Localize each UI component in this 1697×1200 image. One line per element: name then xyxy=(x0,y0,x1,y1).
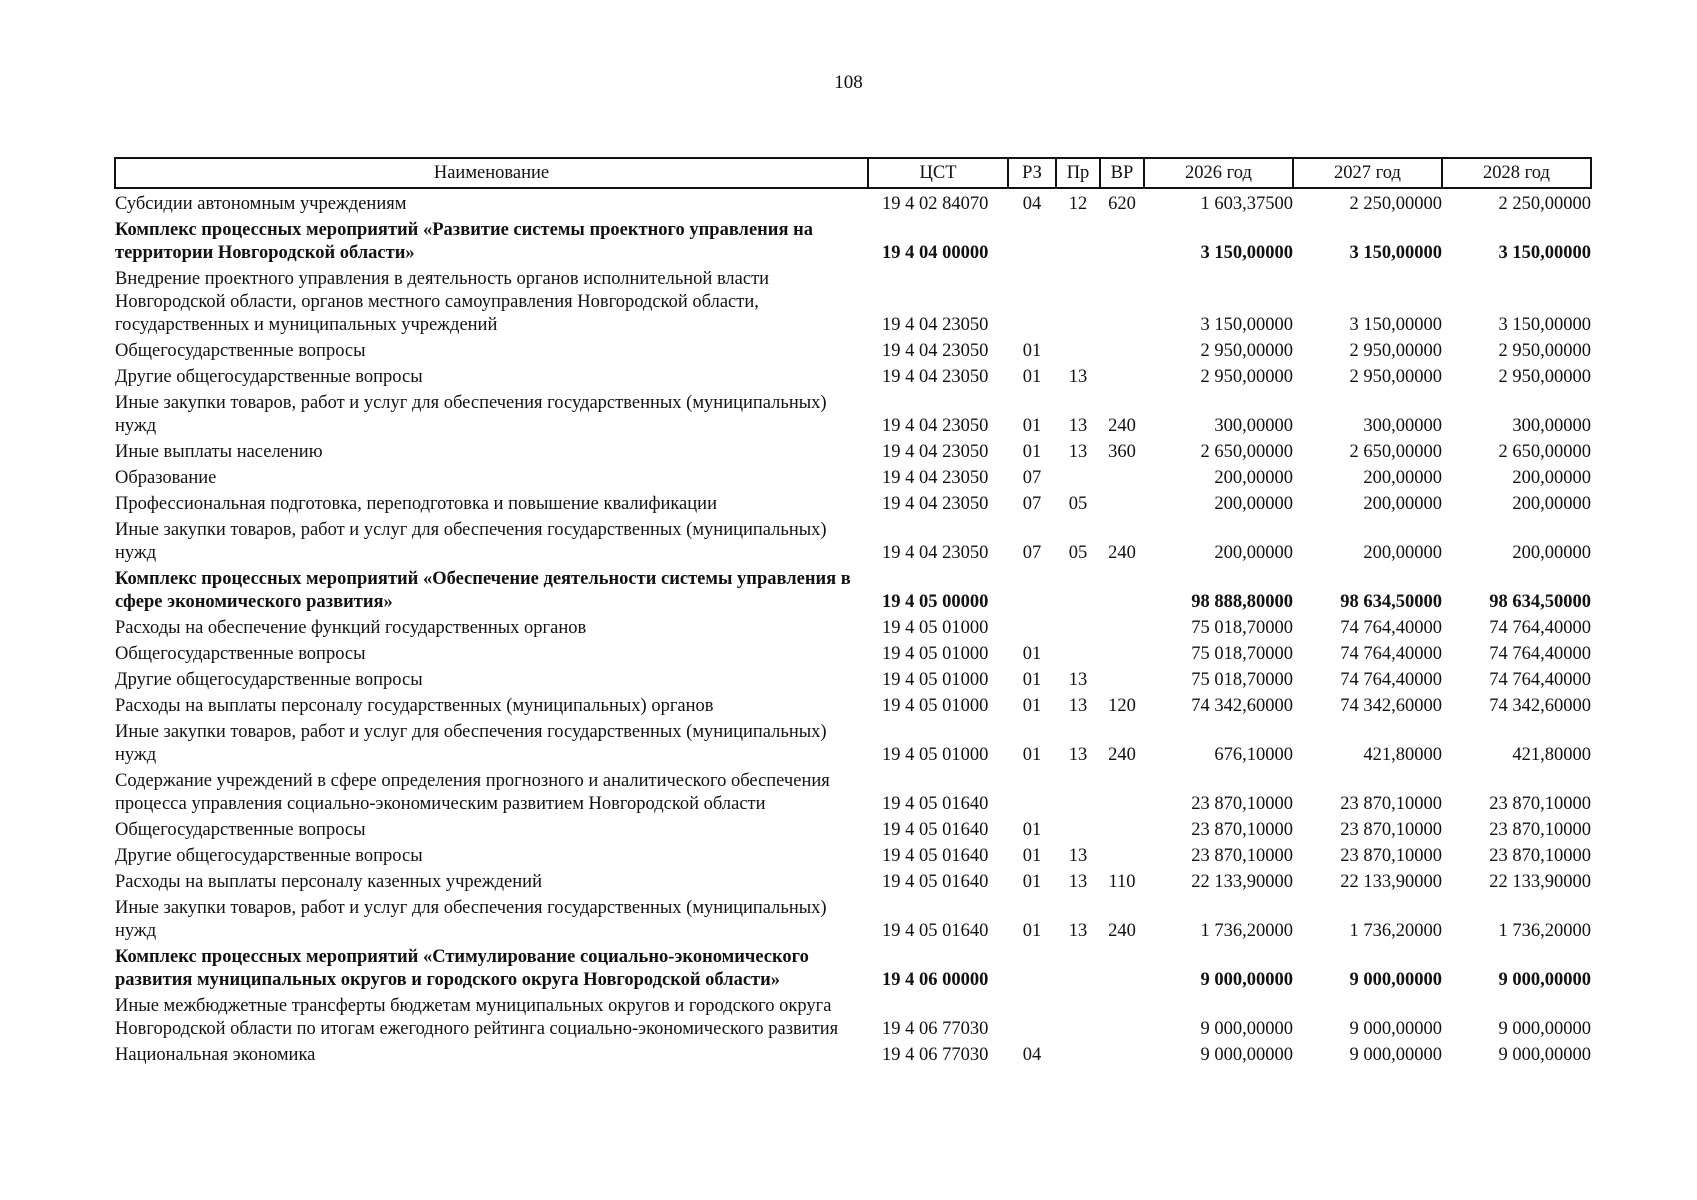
cell-2027: 421,80000 xyxy=(1363,745,1442,765)
table-row xyxy=(115,993,1591,1042)
header-2026: 2026 год xyxy=(1144,158,1293,188)
cell-rz: 01 xyxy=(1022,416,1042,436)
header-vr: ВР xyxy=(1100,158,1144,188)
cell-2028: 2 250,00000 xyxy=(1498,194,1591,214)
cell-2027: 2 950,00000 xyxy=(1349,367,1442,387)
cell-2028: 421,80000 xyxy=(1512,745,1591,765)
cell-rz: 01 xyxy=(1022,921,1042,941)
cell-name: Другие общегосударственные вопросы xyxy=(115,846,423,866)
cell-2027: 9 000,00000 xyxy=(1349,1019,1442,1039)
cell-pr xyxy=(1056,217,1100,266)
cell-vr xyxy=(1100,641,1144,667)
cell-name: Общегосударственные вопросы xyxy=(115,341,366,361)
table-row xyxy=(115,465,1591,491)
cell-pr xyxy=(1056,566,1100,615)
cell-pr: 13 xyxy=(1068,367,1088,387)
table-row xyxy=(115,439,1591,465)
cell-2026: 200,00000 xyxy=(1214,543,1293,563)
cell-pr: 12 xyxy=(1068,194,1088,214)
cell-name: Иные закупки товаров, работ и услуг для обеспечения государственных (муниципальных) нужд xyxy=(115,722,827,765)
table-row xyxy=(115,615,1591,641)
cell-cst: 19 4 05 01640 xyxy=(882,846,989,866)
cell-2026: 676,10000 xyxy=(1214,745,1293,765)
cell-2026: 300,00000 xyxy=(1214,416,1293,436)
cell-rz: 01 xyxy=(1022,644,1042,664)
cell-2027: 2 250,00000 xyxy=(1349,194,1442,214)
cell-rz: 07 xyxy=(1022,543,1042,563)
cell-2026: 23 870,10000 xyxy=(1191,794,1293,814)
cell-2027: 22 133,90000 xyxy=(1340,872,1442,892)
cell-cst: 19 4 05 01640 xyxy=(882,794,989,814)
cell-vr xyxy=(1100,768,1144,817)
table-row xyxy=(115,843,1591,869)
table-row xyxy=(115,719,1591,768)
cell-cst: 19 4 04 23050 xyxy=(882,494,989,514)
cell-pr xyxy=(1056,641,1100,667)
cell-rz: 04 xyxy=(1022,194,1042,214)
cell-name: Иные закупки товаров, работ и услуг для обеспечения государственных (муниципальных) нужд xyxy=(115,393,827,436)
cell-cst: 19 4 04 23050 xyxy=(882,341,989,361)
cell-cst: 19 4 04 23050 xyxy=(882,416,989,436)
table-header xyxy=(115,158,1591,188)
cell-2028: 1 736,20000 xyxy=(1498,921,1591,941)
cell-pr xyxy=(1056,817,1100,843)
cell-cst: 19 4 05 01640 xyxy=(882,921,989,941)
cell-vr xyxy=(1100,338,1144,364)
cell-name: Субсидии автономным учреждениям xyxy=(115,194,407,214)
cell-2028: 3 150,00000 xyxy=(1498,243,1591,263)
cell-cst: 19 4 02 84070 xyxy=(882,194,989,214)
cell-2028: 98 634,50000 xyxy=(1489,592,1591,612)
cell-rz: 01 xyxy=(1022,442,1042,462)
cell-2027: 200,00000 xyxy=(1363,543,1442,563)
cell-vr: 240 xyxy=(1108,745,1136,765)
cell-pr xyxy=(1056,465,1100,491)
cell-2027: 200,00000 xyxy=(1363,494,1442,514)
cell-cst: 19 4 04 23050 xyxy=(882,468,989,488)
cell-2027: 23 870,10000 xyxy=(1340,820,1442,840)
table-row xyxy=(115,944,1591,993)
cell-vr xyxy=(1100,993,1144,1042)
cell-pr: 13 xyxy=(1068,416,1088,436)
table-row xyxy=(115,895,1591,944)
cell-vr xyxy=(1100,566,1144,615)
cell-2028: 2 950,00000 xyxy=(1498,341,1591,361)
cell-rz xyxy=(1008,944,1056,993)
cell-2028: 23 870,10000 xyxy=(1489,846,1591,866)
cell-vr xyxy=(1100,944,1144,993)
cell-cst: 19 4 06 77030 xyxy=(882,1045,989,1065)
cell-name: Содержание учреждений в сфере определения прогнозного и аналитического обеспечения процесса управления социально-экономическим развитием Новгородской области xyxy=(115,771,830,814)
cell-2027: 9 000,00000 xyxy=(1349,970,1442,990)
cell-cst: 19 4 05 01000 xyxy=(882,745,989,765)
budget-table xyxy=(114,157,1592,1068)
cell-cst: 19 4 05 00000 xyxy=(882,592,989,612)
cell-2028: 9 000,00000 xyxy=(1498,970,1591,990)
cell-name: Комплекс процессных мероприятий «Обеспечение деятельности системы управления в сфере экономического развития» xyxy=(115,569,851,612)
table-row xyxy=(115,641,1591,667)
cell-rz xyxy=(1008,768,1056,817)
cell-vr: 110 xyxy=(1108,872,1136,892)
cell-name: Внедрение проектного управления в деятельность органов исполнительной власти Новгородской области, органов местного самоуправления Новгородской области, государственных и муниципальных учреждений xyxy=(115,269,770,335)
cell-name: Другие общегосударственные вопросы xyxy=(115,670,423,690)
cell-cst: 19 4 05 01000 xyxy=(882,696,989,716)
cell-vr: 360 xyxy=(1108,442,1136,462)
cell-vr xyxy=(1100,817,1144,843)
cell-vr xyxy=(1100,615,1144,641)
cell-name: Расходы на выплаты персоналу государственных (муниципальных) органов xyxy=(115,696,714,716)
cell-name: Иные закупки товаров, работ и услуг для обеспечения государственных (муниципальных) нужд xyxy=(115,520,827,563)
table-row xyxy=(115,517,1591,566)
cell-2026: 2 950,00000 xyxy=(1200,367,1293,387)
cell-2027: 74 342,60000 xyxy=(1340,696,1442,716)
header-2028: 2028 год xyxy=(1442,158,1591,188)
cell-rz xyxy=(1008,266,1056,338)
cell-2028: 200,00000 xyxy=(1512,468,1591,488)
cell-vr: 120 xyxy=(1108,696,1136,716)
cell-2026: 22 133,90000 xyxy=(1191,872,1293,892)
header-pr: Пр xyxy=(1056,158,1100,188)
cell-2028: 23 870,10000 xyxy=(1489,794,1591,814)
cell-name: Национальная экономика xyxy=(115,1045,316,1065)
cell-2026: 9 000,00000 xyxy=(1200,970,1293,990)
cell-name: Другие общегосударственные вопросы xyxy=(115,367,423,387)
cell-pr: 13 xyxy=(1068,872,1088,892)
cell-name: Образование xyxy=(115,468,217,488)
cell-2028: 9 000,00000 xyxy=(1498,1045,1591,1065)
cell-rz: 01 xyxy=(1022,696,1042,716)
cell-vr xyxy=(1100,217,1144,266)
cell-2027: 1 736,20000 xyxy=(1349,921,1442,941)
cell-pr: 05 xyxy=(1068,494,1088,514)
cell-2027: 200,00000 xyxy=(1363,468,1442,488)
cell-rz xyxy=(1008,993,1056,1042)
cell-2028: 200,00000 xyxy=(1512,494,1591,514)
cell-2027: 300,00000 xyxy=(1363,416,1442,436)
cell-2028: 74 342,60000 xyxy=(1489,696,1591,716)
cell-rz: 01 xyxy=(1022,367,1042,387)
cell-2027: 2 650,00000 xyxy=(1349,442,1442,462)
header-row xyxy=(115,158,1591,188)
cell-vr xyxy=(1100,1042,1144,1068)
cell-2027: 3 150,00000 xyxy=(1349,243,1442,263)
header-name: Наименование xyxy=(115,158,868,188)
cell-name: Расходы на выплаты персоналу казенных учреждений xyxy=(115,872,542,892)
table-row xyxy=(115,364,1591,390)
table-row xyxy=(115,693,1591,719)
table-row xyxy=(115,266,1591,338)
cell-cst: 19 4 04 23050 xyxy=(882,367,989,387)
cell-pr: 13 xyxy=(1068,846,1088,866)
table-row xyxy=(115,390,1591,439)
cell-rz: 04 xyxy=(1022,1045,1042,1065)
table-row xyxy=(115,817,1591,843)
cell-vr: 620 xyxy=(1108,194,1136,214)
cell-name: Общегосударственные вопросы xyxy=(115,644,366,664)
cell-rz: 07 xyxy=(1022,468,1042,488)
cell-rz xyxy=(1008,615,1056,641)
cell-2028: 300,00000 xyxy=(1512,416,1591,436)
cell-2027: 3 150,00000 xyxy=(1349,315,1442,335)
cell-pr xyxy=(1056,266,1100,338)
cell-2027: 23 870,10000 xyxy=(1340,846,1442,866)
cell-pr: 13 xyxy=(1068,745,1088,765)
cell-2026: 75 018,70000 xyxy=(1191,670,1293,690)
cell-rz: 01 xyxy=(1022,341,1042,361)
cell-2028: 74 764,40000 xyxy=(1489,670,1591,690)
cell-pr: 13 xyxy=(1068,670,1088,690)
cell-vr xyxy=(1100,364,1144,390)
cell-pr xyxy=(1056,768,1100,817)
cell-vr xyxy=(1100,465,1144,491)
cell-2027: 23 870,10000 xyxy=(1340,794,1442,814)
cell-2026: 98 888,80000 xyxy=(1191,592,1293,612)
table-row xyxy=(115,1042,1591,1068)
cell-2026: 23 870,10000 xyxy=(1191,820,1293,840)
cell-name: Иные межбюджетные трансферты бюджетам муниципальных округов и городского округа Новгородской области по итогам ежегодного рейтинга социально-экономического развития xyxy=(115,996,839,1039)
table-body xyxy=(115,188,1591,1068)
cell-2026: 74 342,60000 xyxy=(1191,696,1293,716)
cell-2027: 74 764,40000 xyxy=(1340,670,1442,690)
cell-2028: 200,00000 xyxy=(1512,543,1591,563)
header-rz: РЗ xyxy=(1008,158,1056,188)
cell-2028: 3 150,00000 xyxy=(1498,315,1591,335)
cell-rz xyxy=(1008,566,1056,615)
table-row xyxy=(115,338,1591,364)
cell-vr xyxy=(1100,266,1144,338)
cell-2028: 2 950,00000 xyxy=(1498,367,1591,387)
cell-2026: 9 000,00000 xyxy=(1200,1045,1293,1065)
cell-name: Общегосударственные вопросы xyxy=(115,820,366,840)
cell-2026: 3 150,00000 xyxy=(1200,315,1293,335)
cell-rz: 01 xyxy=(1022,745,1042,765)
cell-2026: 2 950,00000 xyxy=(1200,341,1293,361)
cell-pr xyxy=(1056,615,1100,641)
header-2027: 2027 год xyxy=(1293,158,1442,188)
cell-2027: 98 634,50000 xyxy=(1340,592,1442,612)
cell-name: Расходы на обеспечение функций государственных органов xyxy=(115,618,587,638)
cell-2027: 2 950,00000 xyxy=(1349,341,1442,361)
cell-2026: 23 870,10000 xyxy=(1191,846,1293,866)
cell-2026: 1 736,20000 xyxy=(1200,921,1293,941)
cell-pr: 13 xyxy=(1068,696,1088,716)
table-row xyxy=(115,768,1591,817)
cell-2028: 74 764,40000 xyxy=(1489,618,1591,638)
table-row xyxy=(115,869,1591,895)
cell-2026: 2 650,00000 xyxy=(1200,442,1293,462)
cell-2027: 9 000,00000 xyxy=(1349,1045,1442,1065)
cell-rz: 01 xyxy=(1022,820,1042,840)
cell-2028: 9 000,00000 xyxy=(1498,1019,1591,1039)
page-number: 108 xyxy=(834,72,863,93)
cell-2026: 75 018,70000 xyxy=(1191,618,1293,638)
cell-2026: 9 000,00000 xyxy=(1200,1019,1293,1039)
cell-pr xyxy=(1056,1042,1100,1068)
cell-2026: 200,00000 xyxy=(1214,468,1293,488)
cell-2026: 3 150,00000 xyxy=(1200,243,1293,263)
cell-cst: 19 4 05 01000 xyxy=(882,670,989,690)
cell-rz xyxy=(1008,217,1056,266)
cell-pr xyxy=(1056,944,1100,993)
cell-2028: 23 870,10000 xyxy=(1489,820,1591,840)
cell-name: Комплекс процессных мероприятий «Стимулирование социально-экономического развития муниципальных округов и городского округа Новгородской области» xyxy=(115,947,809,990)
cell-rz: 01 xyxy=(1022,670,1042,690)
table-row xyxy=(115,188,1591,217)
cell-vr: 240 xyxy=(1108,416,1136,436)
cell-cst: 19 4 05 01000 xyxy=(882,644,989,664)
cell-rz: 07 xyxy=(1022,494,1042,514)
cell-pr xyxy=(1056,993,1100,1042)
cell-2027: 74 764,40000 xyxy=(1340,618,1442,638)
cell-vr: 240 xyxy=(1108,543,1136,563)
cell-2028: 74 764,40000 xyxy=(1489,644,1591,664)
cell-vr xyxy=(1100,667,1144,693)
cell-pr xyxy=(1056,338,1100,364)
cell-pr: 05 xyxy=(1068,543,1088,563)
cell-name: Профессиональная подготовка, переподготовка и повышение квалификации xyxy=(115,494,717,514)
cell-2026: 1 603,37500 xyxy=(1200,194,1293,214)
cell-2026: 75 018,70000 xyxy=(1191,644,1293,664)
cell-cst: 19 4 06 77030 xyxy=(882,1019,989,1039)
cell-vr xyxy=(1100,491,1144,517)
cell-cst: 19 4 04 23050 xyxy=(882,315,989,335)
table-row xyxy=(115,217,1591,266)
cell-cst: 19 4 05 01000 xyxy=(882,618,989,638)
cell-name: Иные закупки товаров, работ и услуг для обеспечения государственных (муниципальных) нужд xyxy=(115,898,827,941)
cell-pr: 13 xyxy=(1068,921,1088,941)
cell-pr: 13 xyxy=(1068,442,1088,462)
table-row xyxy=(115,491,1591,517)
cell-2026: 200,00000 xyxy=(1214,494,1293,514)
cell-cst: 19 4 04 23050 xyxy=(882,543,989,563)
cell-vr: 240 xyxy=(1108,921,1136,941)
cell-vr xyxy=(1100,843,1144,869)
cell-name: Комплекс процессных мероприятий «Развитие системы проектного управления на территории Новгородской области» xyxy=(115,220,814,263)
header-cst: ЦСТ xyxy=(868,158,1008,188)
cell-cst: 19 4 05 01640 xyxy=(882,820,989,840)
cell-cst: 19 4 04 00000 xyxy=(882,243,989,263)
cell-2028: 2 650,00000 xyxy=(1498,442,1591,462)
cell-2027: 74 764,40000 xyxy=(1340,644,1442,664)
cell-name: Иные выплаты населению xyxy=(115,442,323,462)
cell-cst: 19 4 04 23050 xyxy=(882,442,989,462)
cell-rz: 01 xyxy=(1022,846,1042,866)
cell-2028: 22 133,90000 xyxy=(1489,872,1591,892)
table-row xyxy=(115,667,1591,693)
cell-rz: 01 xyxy=(1022,872,1042,892)
cell-cst: 19 4 06 00000 xyxy=(882,970,989,990)
table-row xyxy=(115,566,1591,615)
cell-cst: 19 4 05 01640 xyxy=(882,872,989,892)
